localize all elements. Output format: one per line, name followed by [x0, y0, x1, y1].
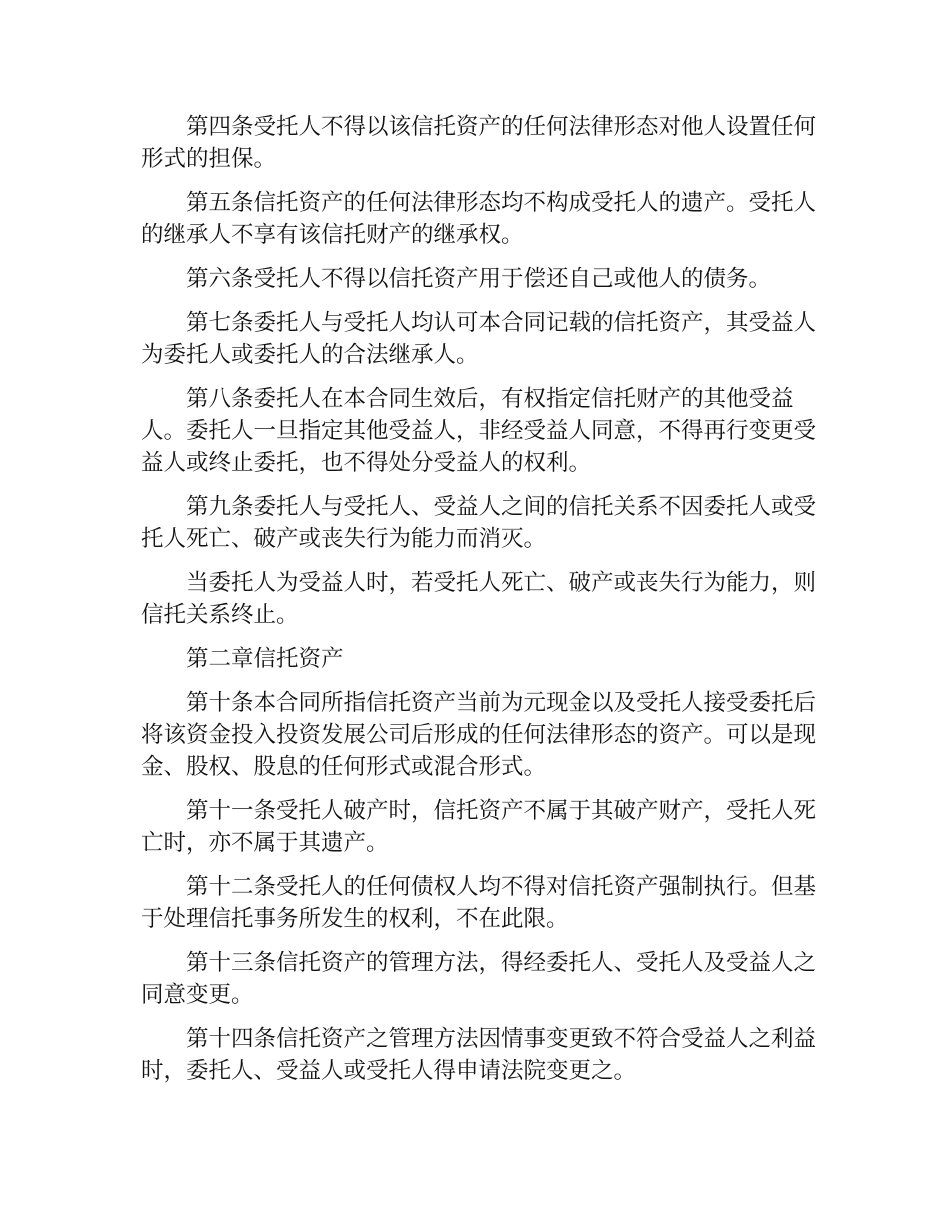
article-4-paragraph: 第四条受托人不得以该信托资产的任何法律形态对他人设置任何形式的担保。	[141, 114, 817, 172]
article-11-paragraph: 第十一条受托人破产时，信托资产不属于其破产财产，受托人死亡时，亦不属于其遗产。	[141, 798, 817, 856]
article-9-supplement-paragraph: 当委托人为受益人时，若受托人死亡、破产或丧失行为能力，则信托关系终止。	[141, 570, 817, 628]
article-9-paragraph: 第九条委托人与受托人、受益人之间的信托关系不因委托人或受托人死亡、破产或丧失行为能力而消灭。	[141, 494, 817, 552]
document-body	[141, 111, 826, 1099]
article-6-paragraph: 第六条受托人不得以信托资产用于偿还自己或他人的债务。	[186, 266, 772, 292]
article-5-paragraph: 第五条信托资产的任何法律形态均不构成受托人的遗产。受托人的继承人不享有该信托财产的继承权。	[141, 190, 817, 248]
article-14-paragraph: 第十四条信托资产之管理方法因情事变更致不符合受益人之利益时，委托人、受益人或受托人得申请法院变更之。	[141, 1026, 817, 1084]
article-13-paragraph: 第十三条信托资产的管理方法，得经委托人、受托人及受益人之同意变更。	[141, 950, 817, 1008]
chapter-2-heading: 第二章信托资产	[186, 646, 344, 672]
article-8-paragraph: 第八条委托人在本合同生效后，有权指定信托财产的其他受益人。委托人一旦指定其他受益人，非经受益人同意，不得再行变更受益人或终止委托，也不得处分受益人的权利。	[141, 386, 817, 476]
article-12-paragraph: 第十二条受托人的任何债权人均不得对信托资产强制执行。但基于处理信托事务所发生的权利，不在此限。	[141, 874, 817, 932]
article-10-paragraph: 第十条本合同所指信托资产当前为元现金以及受托人接受委托后将该资金投入投资发展公司后形成的任何法律形态的资产。可以是现金、股权、股息的任何形式或混合形式。	[141, 690, 817, 780]
article-7-paragraph: 第七条委托人与受托人均认可本合同记载的信托资产，其受益人为委托人或委托人的合法继承人。	[141, 310, 817, 368]
